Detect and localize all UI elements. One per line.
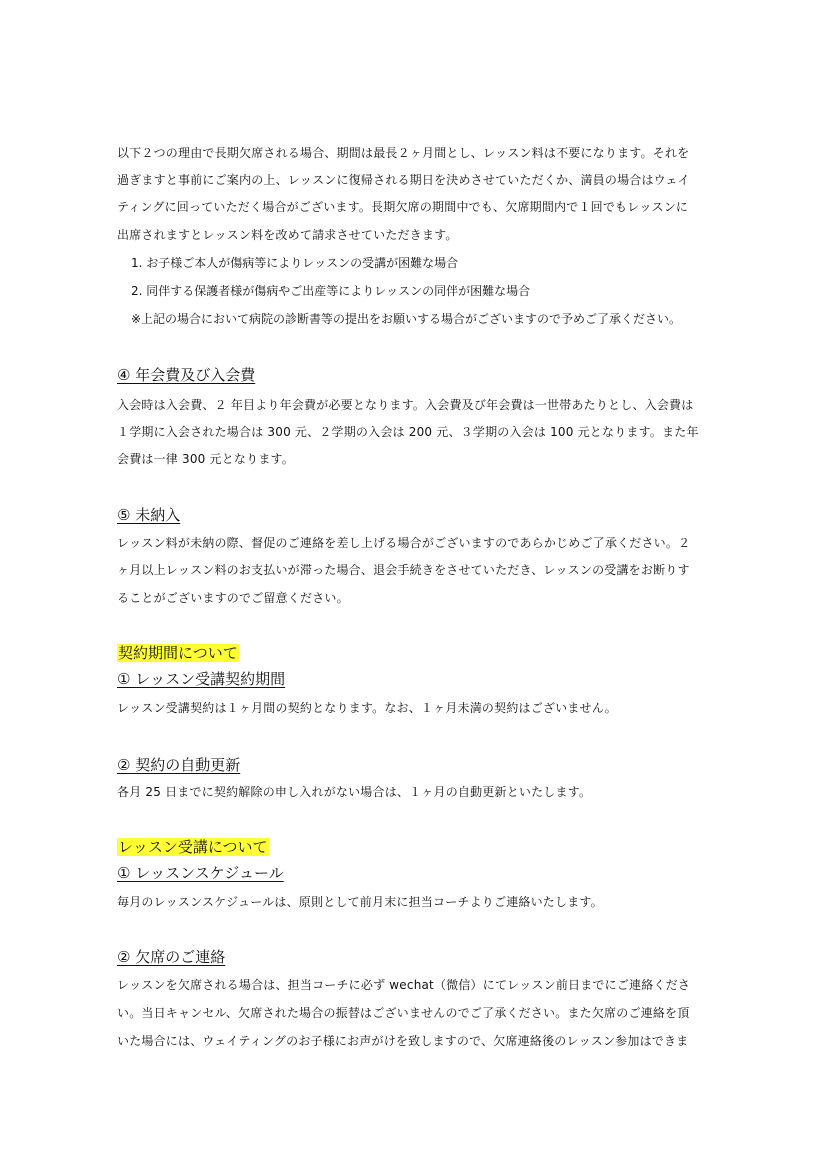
absence-line: いた場合には、ウェイティングのお子様にお声がけを致しますので、欠席連絡後のレッスン参加はできま [117,1034,689,1048]
unpaid-line: ることがございますのでご留意ください。 [117,591,349,605]
intro-line: 過ぎますと事前にご案内の上、レッスンに復帰される期日を決めさせていただくか、満員の場合はウェイ [117,173,690,187]
intro-note: ※上記の場合において病院の診断書等の提出をお願いする場合がございますので予めご了承ください。 [131,312,682,326]
intro-line: ティングに回っていただく場合がございます。長期欠席の期間中でも、欠席期間内で１回でもレッスンに [117,200,689,214]
auto-renew-heading: ② 契約の自動更新 [117,756,241,774]
unpaid-line: レッスン料が未納の際、督促のご連絡を差し上げる場合がございますのであらかじめご了承ください。２ [117,536,691,550]
absence-line: レッスンを欠席される場合は、担当コーチに必ず wechat（微信）にてレッスン前日までにご連絡くださ [117,978,691,992]
list-item: 1. お子様ご本人が傷病等によりレッスンの受講が困難な場合 [131,256,459,270]
schedule-text: 毎月のレッスンスケジュールは、原則として前月末に担当コーチよりご連絡いたします。 [117,895,603,909]
intro-line: 出席されますとレッスン料を改めて請求させていただきます。 [117,228,458,242]
list-item: 2. 同伴する保護者様が傷病やご出産等によりレッスンの同伴が困難な場合 [131,284,531,298]
intro-line: 以下２つの理由で長期欠席される場合、期間は最長２ヶ月間とし、レッスン料は不要になります。それを [117,146,690,160]
unpaid-line: ヶ月以上レッスン料のお支払いが滞った場合、退会手続きをさせていただき、レッスンの受講をお断りす [117,563,690,577]
section-title-lesson: レッスン受講について [118,838,268,856]
fees-line: 入会時は入会費、２ 年目より年会費が必要となります。入会費及び年会費は一世帯あたりとし、入会費は [117,398,694,412]
absence-heading: ② 欠席のご連絡 [117,948,226,966]
fees-line: 会費は一律 300 元となります。 [117,452,294,466]
contract-period-text: レッスン受講契約は１ヶ月間の契約となります。なお、１ヶ月未満の契約はございません。 [117,701,617,715]
contract-period-heading: ① レッスン受講契約期間 [117,670,286,688]
auto-renew-text: 各月 25 日までに契約解除の申し入れがない場合は、１ヶ月の自動更新といたします。 [117,785,592,799]
fees-line: １学期に入会された場合は 300 元、２学期の入会は 200 元、３学期の入会は 100 元となります。また年 [117,425,699,439]
absence-line: い。当日キャンセル、欠席された場合の振替はございませんのでご了承ください。また欠席のご連絡を頂 [117,1006,690,1020]
unpaid-heading: ⑤ 未納入 [117,506,181,524]
section-title-contract: 契約期間について [118,644,238,662]
fees-heading: ④ 年会費及び入会費 [117,366,256,384]
schedule-heading: ① レッスンスケジュール [117,864,284,882]
